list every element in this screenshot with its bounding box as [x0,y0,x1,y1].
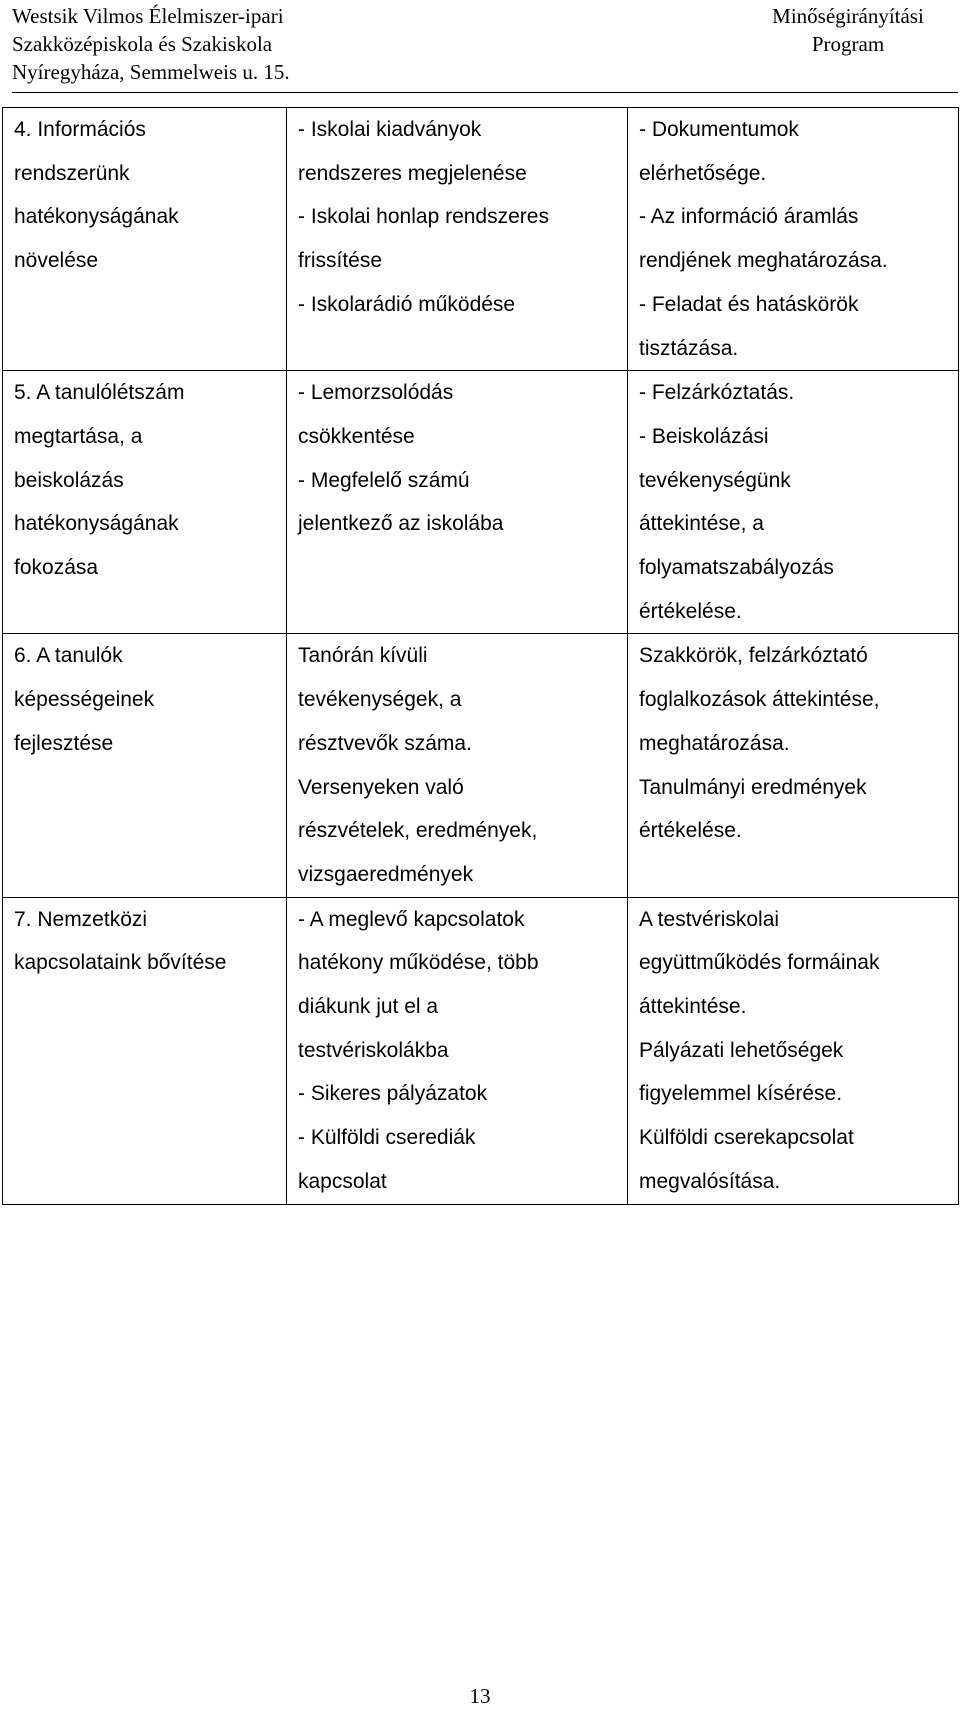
cell-text-line: részvételek, eredmények, [298,819,538,843]
table-row [3,634,959,897]
cell-text-line: rendszeres megjelenése [298,161,527,185]
school-address-line: Nyíregyháza, Semmelweis u. 15. [12,60,290,84]
cell-text-line: - A meglevő kapcsolatok [298,907,525,931]
goal-cell [3,371,287,634]
cell-text-line: rendjének meghatározása. [639,249,888,273]
cell-text-line: - Beiskolázási [639,424,769,448]
cell-text-line: - Dokumentumok [639,118,799,141]
goal-cell [3,897,287,1204]
table-row [3,897,959,1204]
cell-text-line: - Az információ áramlás [639,205,859,229]
cell-text-line: frissítése [298,249,383,273]
cell-text-line: Szakkörök, felzárkóztató [639,644,868,668]
cell-text-line: - Sikeres pályázatok [298,1082,488,1106]
cell-text-line: fejlesztése [14,731,114,755]
cell-text-line: megtartása, a [14,424,143,448]
cell-text-line: - Iskolai kiadványok [298,118,482,141]
cell-text-line: - Iskolarádió működése [298,292,516,316]
cell-text-line: tisztázása. [639,336,739,360]
cell-text-line: jelentkező az iskolába [298,512,504,536]
cell-text-line: elérhetősége. [639,161,767,185]
indicator-cell [287,634,628,897]
cell-text-line: - Feladat és hatáskörök [639,292,859,316]
cell-text-line: vizsgaeredmények [298,862,474,886]
goals-table-body [3,108,959,1205]
cell-text-line: 6. A tanulók [14,644,123,668]
cell-text-line: - Megfelelő számú [298,468,470,492]
document-title [738,2,958,58]
cell-text-line: együttműködés formáinak [639,951,880,975]
cell-text-line: kapcsolataink bővítése [14,951,227,975]
cell-text-line: Külföldi cserekapcsolat [639,1126,854,1150]
document-title-line-2: Program [811,32,885,56]
cell-text-line: Versenyeken való [298,775,464,799]
cell-text-line: - Lemorzsolódás [298,381,454,405]
cell-text-line: értékelése. [639,599,742,623]
cell-text-line: tevékenységek, a [298,688,462,712]
page-number: 13 [469,1684,491,1708]
task-cell [628,371,959,634]
cell-text-line: 5. A tanulólétszám [14,381,185,405]
document-title-line-1: Minőségirányítási [772,4,924,28]
cell-text-line: diákunk jut el a [298,995,439,1019]
cell-text-line: 7. Nemzetközi [14,907,148,931]
cell-text-line: A testvériskolai [639,907,780,931]
cell-text-line: foglalkozások áttekintése, [639,688,880,712]
task-cell [628,634,959,897]
cell-text-line: Pályázati lehetőségek [639,1038,844,1062]
cell-text-line: fokozása [14,556,99,580]
cell-text-line: hatékonyságának [14,205,179,229]
cell-text-line: meghatározása. [639,731,790,755]
indicator-cell [287,371,628,634]
table-row [3,371,959,634]
cell-text-line: résztvevők száma. [298,731,472,755]
cell-text-line: folyamatszabályozás [639,556,834,580]
cell-text-line: testvériskolákba [298,1038,449,1062]
task-cell [628,108,959,371]
goal-cell [3,108,287,371]
indicator-cell [287,897,628,1204]
cell-text-line: áttekintése, a [639,512,764,536]
school-name-line: Westsik Vilmos Élelmiszer-ipari [12,4,284,28]
cell-text-line: csökkentése [298,424,415,448]
cell-text-line: - Külföldi cserediák [298,1126,476,1150]
cell-text-line: Tanórán kívüli [298,644,428,668]
task-cell [628,897,959,1204]
goal-cell [3,634,287,897]
school-info [12,2,290,86]
cell-text-line: értékelése. [639,819,742,843]
cell-text-line: figyelemmel kísérése. [639,1082,843,1106]
indicator-cell [287,108,628,371]
table-row [3,108,959,371]
cell-text-line: növelése [14,249,99,273]
cell-text-line: hatékonyságának [14,512,179,536]
cell-text-line: tevékenységünk [639,468,791,492]
cell-text-line: - Felzárkóztatás. [639,381,795,405]
cell-text-line: 4. Információs [14,118,146,141]
cell-text-line: - Iskolai honlap rendszeres [298,205,549,229]
cell-text-line: kapcsolat [298,1169,387,1193]
cell-text-line: Tanulmányi eredmények [639,775,867,799]
page-header [12,2,958,93]
cell-text-line: képességeinek [14,688,155,712]
school-type-line: Szakközépiskola és Szakiskola [12,32,273,56]
goals-table [2,107,959,1205]
cell-text-line: hatékony működése, több [298,951,539,975]
cell-text-line: megvalósítása. [639,1169,781,1193]
cell-text-line: rendszerünk [14,161,130,185]
cell-text-line: beiskolázás [14,468,124,492]
cell-text-line: áttekintése. [639,995,747,1019]
